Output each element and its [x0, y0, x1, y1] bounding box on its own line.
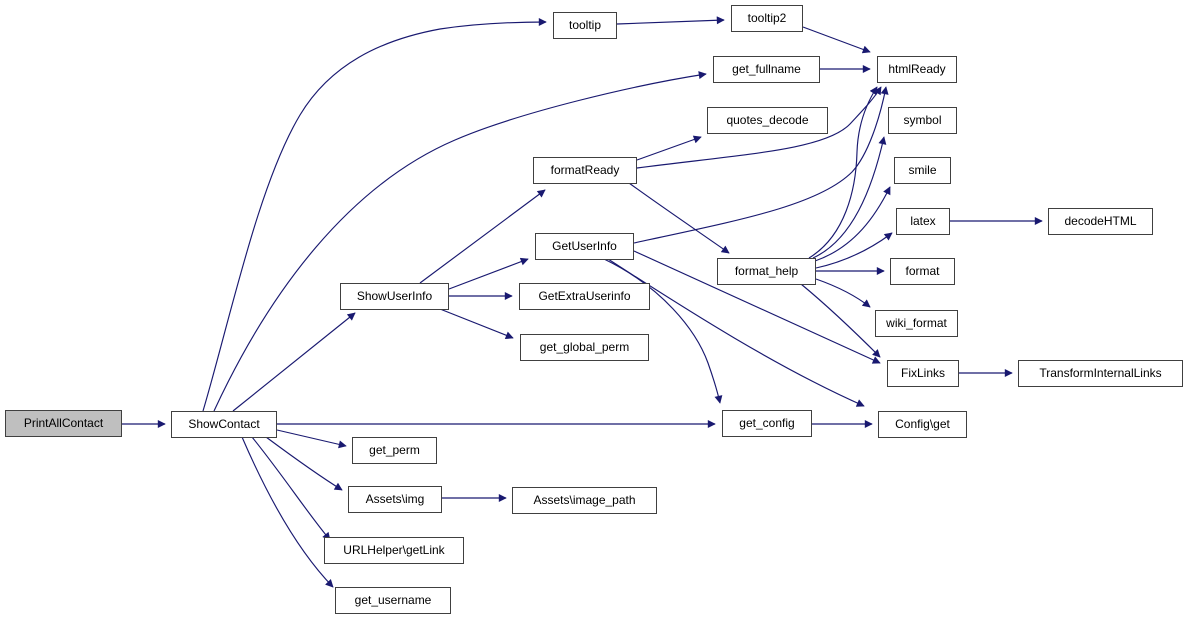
node-get_config[interactable]: get_config	[722, 410, 812, 437]
edge-format_help-symbol	[813, 137, 884, 258]
node-quotes_decode[interactable]: quotes_decode	[707, 107, 828, 134]
edge-showuserinfo-get_global_perm	[440, 309, 513, 338]
node-tooltip[interactable]: tooltip	[553, 12, 617, 39]
node-symbol[interactable]: symbol	[888, 107, 957, 134]
node-format_help[interactable]: format_help	[717, 258, 816, 285]
node-printallcontact[interactable]: PrintAllContact	[5, 410, 122, 437]
node-getextrauserinfo[interactable]: GetExtraUserinfo	[519, 283, 650, 310]
node-formatready[interactable]: formatReady	[533, 157, 637, 184]
node-tooltip2[interactable]: tooltip2	[731, 5, 803, 32]
node-getuserinfo[interactable]: GetUserInfo	[535, 233, 634, 260]
node-assets_image_path[interactable]: Assets\image_path	[512, 487, 657, 514]
edge-format_help-wiki_format	[816, 279, 870, 307]
edge-showcontact-tooltip	[203, 22, 546, 411]
edge-format_help-fixlinks	[801, 284, 880, 357]
node-showcontact[interactable]: ShowContact	[171, 411, 277, 438]
node-wiki_format[interactable]: wiki_format	[875, 310, 958, 337]
node-showuserinfo[interactable]: ShowUserInfo	[340, 283, 449, 310]
edge-showcontact-get_perm	[277, 430, 346, 446]
node-fixlinks[interactable]: FixLinks	[887, 360, 959, 387]
node-smile[interactable]: smile	[894, 157, 951, 184]
node-get_fullname[interactable]: get_fullname	[713, 56, 820, 83]
node-htmlready[interactable]: htmlReady	[877, 56, 957, 83]
node-format[interactable]: format	[890, 258, 955, 285]
node-config_get[interactable]: Config\get	[878, 411, 967, 438]
edge-formatready-quotes_decode	[637, 137, 701, 160]
edge-tooltip-tooltip2	[617, 20, 724, 24]
node-transforminternallinks[interactable]: TransformInternalLinks	[1018, 360, 1183, 387]
node-urlhelper_getlink[interactable]: URLHelper\getLink	[324, 537, 464, 564]
edge-showcontact-showuserinfo	[233, 313, 355, 411]
node-assets_img[interactable]: Assets\img	[348, 486, 442, 513]
node-get_perm[interactable]: get_perm	[352, 437, 437, 464]
edge-tooltip2-htmlready	[803, 27, 870, 52]
edge-formatready-format_help	[629, 183, 729, 253]
edge-getuserinfo-get_config	[604, 259, 720, 403]
node-decodehtml[interactable]: decodeHTML	[1048, 208, 1153, 235]
node-latex[interactable]: latex	[896, 208, 950, 235]
edge-showcontact-assets_img	[266, 437, 342, 490]
edge-showuserinfo-getuserinfo	[449, 259, 528, 289]
node-get_username[interactable]: get_username	[335, 587, 451, 614]
edge-showcontact-urlhelper_getlink	[252, 437, 330, 540]
node-get_global_perm[interactable]: get_global_perm	[520, 334, 649, 361]
edge-showuserinfo-formatready	[420, 190, 545, 283]
edge-showcontact-get_username	[242, 437, 333, 587]
